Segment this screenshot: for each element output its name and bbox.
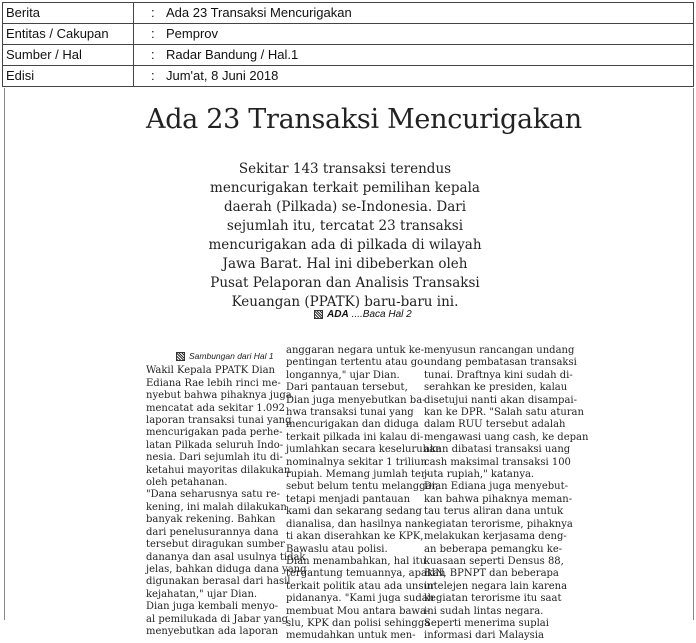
body-line: mencurigakan pada perhe- <box>146 427 283 439</box>
body-line: Dian juga menyebutkan ba- <box>286 394 426 406</box>
row-colon: : <box>151 26 155 41</box>
body-line: longannya," ujar Dian. <box>286 369 400 381</box>
body-line: cash maksimal transaksi 100 <box>424 456 571 468</box>
body-line: mengawasi uang cash, ke depan <box>424 431 589 443</box>
article-column-2 <box>286 345 446 643</box>
continued-text: ....Baca Hal 2 <box>351 309 412 320</box>
body-line: dalam RUU tersebut adalah <box>424 419 566 431</box>
body-line: memudahkan untuk men- <box>286 630 416 642</box>
body-line: serahkan ke presiden, kalau <box>424 382 568 394</box>
body-line: kami dan sekarang sedang <box>286 506 422 518</box>
lead-line: daerah (Pilkada) se-Indonesia. Dari <box>223 199 467 215</box>
body-line: "Dana seharusnya satu re- <box>146 489 281 501</box>
continued-reference <box>314 309 412 320</box>
lead-line: Pusat Pelaporan dan Analisis Transaksi <box>210 275 480 291</box>
body-line: mencatat ada sekitar 1.092 <box>146 402 285 414</box>
body-line: membuat Mou antara bawa- <box>286 605 430 617</box>
square-bullet-icon <box>176 352 185 361</box>
body-line: ti akan diserahkan ke KPK, <box>286 531 424 543</box>
row-label: Berita <box>6 5 40 20</box>
body-line: laporan transaksi tunai yang <box>146 415 292 427</box>
lead-line: Keuangan (PPATK) baru-baru ini. <box>231 294 459 310</box>
article-column-3 <box>424 345 589 643</box>
body-line: nesia. Dari sejumlah itu di- <box>146 452 283 464</box>
body-line: akan dibatasi transaksi uang <box>424 444 571 456</box>
body-line: hwa transaksi tunai yang <box>286 407 414 419</box>
body-line: kejahatan," ujar Dian. <box>146 588 258 600</box>
body-line: Bawaslu atau polisi. <box>286 543 388 555</box>
body-line: undang pembatasan transaksi <box>424 357 577 369</box>
article-column-1 <box>146 350 307 638</box>
body-line: menyebutkan ada laporan <box>146 625 279 637</box>
body-line: Dari pantauan tersebut, <box>286 382 408 394</box>
row-value: Ada 23 Transaksi Mencurigakan <box>166 5 352 20</box>
body-line: Dian juga kembali menyo- <box>146 601 279 613</box>
lead-line: Sekitar 143 transaksi terendus <box>238 161 452 177</box>
body-line: dari penelusurannya dana <box>146 526 279 538</box>
body-line: rupiah. Memang jumlah ter- <box>286 469 430 481</box>
body-line: pentingan tertentu atau go- <box>286 357 427 369</box>
metadata-table <box>2 2 694 87</box>
row-colon: : <box>151 68 155 83</box>
body-line: jumlahkan secara keseluruhan <box>286 444 442 456</box>
row-colon: : <box>151 47 155 62</box>
row-value: Pemprov <box>166 26 219 41</box>
body-line: tergantung temuannya, apakah <box>286 568 446 580</box>
body-line: BIN, BPNPT dan beberapa <box>424 568 559 580</box>
row-colon: : <box>151 5 155 20</box>
lead-line: sejumlah itu, tercatat 23 transaksi <box>226 218 464 234</box>
lead-line: Jawa Barat. Hal ini dibeberkan oleh <box>222 256 468 272</box>
body-line: disetujui nanti akan disampai- <box>424 394 577 406</box>
body-line: informasi dari Malaysia <box>424 630 544 642</box>
row-label: Entitas / Cakupan <box>6 26 109 41</box>
body-line: oleh petahanan. <box>146 477 228 489</box>
body-line: dianalisa, dan hasilnya nan- <box>286 518 428 530</box>
body-line: kegiatan terorisme, pihaknya <box>424 518 573 530</box>
body-line: latan Pilkada seluruh Indo- <box>146 439 284 451</box>
row-label: Sumber / Hal <box>6 47 82 62</box>
body-line: an beberapa pemangku ke- <box>424 543 563 555</box>
row-label: Edisi <box>6 68 35 83</box>
body-line: terkait politik atau ada unsur <box>286 580 435 592</box>
body-line: Dian Ediana juga menyebut- <box>424 481 568 493</box>
body-line: terkait pilkada ini kalau di- <box>286 431 424 443</box>
body-line: dananya dan asal usulnya tidak <box>146 551 306 563</box>
body-line: al pemilukada di Jabar yang <box>146 613 289 625</box>
body-line: kuasaan seperti Densus 88, <box>424 555 564 567</box>
body-line: intelejen negara lain karena <box>424 580 568 592</box>
body-line: tunai. Draftnya kini sudah di- <box>424 369 573 381</box>
row-value: Radar Bandung / Hal.1 <box>166 47 299 62</box>
row-value: Jum'at, 8 Juni 2018 <box>166 68 279 83</box>
body-line: mencurigakan dan diduga <box>286 419 419 431</box>
body-line: ketahui mayoritas dilakukan <box>146 464 291 476</box>
body-line: menyusun rancangan undang <box>424 345 575 356</box>
continued-from-label <box>146 350 276 362</box>
body-line: kan bahwa pihaknya meman- <box>424 493 573 505</box>
lead-line: mencurigakan terkait pemilihan kepala <box>210 180 480 196</box>
body-line: Ediana Rae lebih rinci me- <box>146 377 281 389</box>
metadata-row-edisi <box>3 66 693 86</box>
continued-from-text: Sambungan dari Hal 1 <box>189 351 274 361</box>
body-line: nyebut bahwa pihaknya juga <box>146 390 292 402</box>
body-line: juta rupiah," katanya. <box>424 469 535 481</box>
body-line: Seperti menerima suplai <box>424 617 549 629</box>
body-line: kan ke DPR. "Salah satu aturan <box>424 407 584 419</box>
body-line: nominalnya sekitar 1 triliun <box>286 456 428 468</box>
metadata-row-berita <box>3 3 693 24</box>
body-line: ini sudah lintas negara. <box>424 605 544 617</box>
body-line: tetapi menjadi pantauan <box>286 493 411 505</box>
body-line: jelas, bahkan diduga dana yang <box>146 563 307 575</box>
body-line: sebut belum tentu melanggar, <box>286 481 439 493</box>
square-bullet-icon <box>314 310 323 319</box>
body-line: anggaran negara untuk ke- <box>286 345 425 356</box>
article-lead <box>200 160 490 312</box>
article-title: Ada 23 Transaksi Mencurigakan <box>146 104 582 135</box>
body-line: slu, KPK dan polisi sehingga <box>286 617 431 629</box>
continued-tag: ADA <box>327 309 349 320</box>
body-line: pidananya. "Kami juga sudah <box>286 593 435 605</box>
metadata-row-entitas <box>3 24 693 45</box>
body-line: tau terus aliran dana untuk <box>424 506 564 518</box>
body-line: Wakil Kepala PPATK Dian <box>146 365 275 377</box>
metadata-row-sumber <box>3 45 693 66</box>
body-line: melakukan kerjasama deng- <box>424 531 567 543</box>
body-line: tersebut diragukan sumber <box>146 539 285 551</box>
body-line: kening, ini malah dilakukan <box>146 501 287 513</box>
body-line: digunakan berasal dari hasil <box>146 576 291 588</box>
body-line: banyak rekening. Bahkan <box>146 514 276 526</box>
body-line: Dian menambahkan, hal itu <box>286 555 427 567</box>
lead-line: mencurigakan ada di pilkada di wilayah <box>208 237 482 253</box>
body-line: kegiatan terorisme itu saat <box>424 593 562 605</box>
